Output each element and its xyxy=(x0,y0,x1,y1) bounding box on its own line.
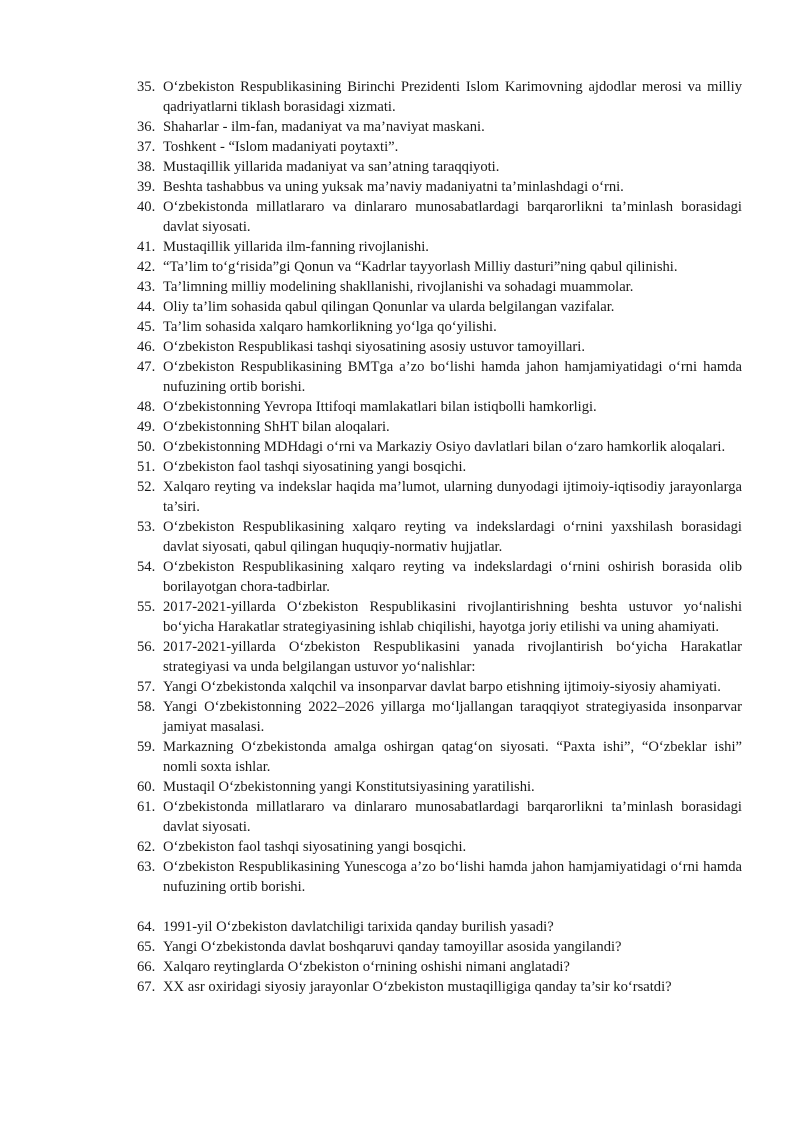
question-item xyxy=(137,977,742,997)
item-number: 64. xyxy=(137,919,156,935)
item-text: Ta’lim sohasida xalqaro hamkorlikning yo‘lga qo‘yilishi. xyxy=(163,319,497,335)
item-text: O‘zbekiston Respublikasi tashqi siyosatining asosiy ustuvor tamoyillari. xyxy=(163,339,585,355)
topic-list xyxy=(137,77,742,897)
item-text: O‘zbekiston Respublikasining xalqaro reyting va indekslardagi o‘rnini yaxshilash borasidagi davlat siyosati, qabul qilingan huquqiy-normativ hujjatlar. xyxy=(163,519,742,555)
item-number: 61. xyxy=(137,799,156,815)
item-text: O‘zbekistonning MDHdagi o‘rni va Markaziy Osiyo davlatlari bilan o‘zaro hamkorlik aloqalari. xyxy=(163,439,726,455)
topic-item xyxy=(137,277,742,297)
item-number: 57. xyxy=(137,679,156,695)
item-text: Xalqaro reyting va indekslar haqida ma’lumot, ularning dunyodagi ijtimoiy-iqtisodiy jarayonlarga ta’siri. xyxy=(163,479,742,515)
topic-item xyxy=(137,517,742,557)
item-text: 2017-2021-yillarda O‘zbekiston Respublikasini yanada rivojlantirish bo‘yicha Harakatlar strategiyasi va unda belgilangan ustuvor yo‘nalishlar: xyxy=(163,639,742,675)
item-number: 39. xyxy=(137,179,156,195)
item-text: XX asr oxiridagi siyosiy jarayonlar O‘zbekiston mustaqilligiga qanday ta’sir ko‘rsatdi? xyxy=(163,979,672,995)
item-text: Ta’limning milliy modelining shakllanishi, rivojlanishi va sohadagi muammolar. xyxy=(163,279,634,295)
item-text: O‘zbekiston Respublikasining xalqaro reyting va indekslardagi o‘rnini oshirish borasida olib borilayotgan chora-tadbirlar. xyxy=(163,559,742,595)
item-number: 67. xyxy=(137,979,156,995)
item-number: 48. xyxy=(137,399,156,415)
topic-item xyxy=(137,237,742,257)
question-item xyxy=(137,937,742,957)
item-number: 56. xyxy=(137,639,156,655)
item-text: Toshkent - “Islom madaniyati poytaxti”. xyxy=(163,139,399,155)
item-text: Oliy ta’lim sohasida qabul qilingan Qonunlar va ularda belgilangan vazifalar. xyxy=(163,299,615,315)
document-page xyxy=(137,77,742,997)
topic-item xyxy=(137,457,742,477)
topic-item xyxy=(137,557,742,597)
topic-item xyxy=(137,677,742,697)
item-text: Shaharlar - ilm-fan, madaniyat va ma’naviyat maskani. xyxy=(163,119,485,135)
question-item xyxy=(137,957,742,977)
topic-item xyxy=(137,177,742,197)
item-text: Mustaqillik yillarida madaniyat va san’atning taraqqiyoti. xyxy=(163,159,500,175)
item-text: Mustaqil O‘zbekistonning yangi Konstitutsiyasining yaratilishi. xyxy=(163,779,535,795)
question-list xyxy=(137,917,742,997)
topic-item xyxy=(137,437,742,457)
item-text: Beshta tashabbus va uning yuksak ma’naviy madaniyatni ta’minlashdagi o‘rni. xyxy=(163,179,624,195)
item-number: 35. xyxy=(137,79,156,95)
item-number: 59. xyxy=(137,739,156,755)
item-text: 2017-2021-yillarda O‘zbekiston Respublikasini rivojlantirishning beshta ustuvor yo‘nalishi bo‘yicha Harakatlar strategiyasining ishlab chiqilishi, hayotga joriy etilishi va uning ahamiyati. xyxy=(163,599,742,635)
question-item xyxy=(137,917,742,937)
item-number: 58. xyxy=(137,699,156,715)
item-number: 49. xyxy=(137,419,156,435)
topic-item xyxy=(137,857,742,897)
item-number: 62. xyxy=(137,839,156,855)
item-number: 46. xyxy=(137,339,156,355)
item-text: O‘zbekiston faol tashqi siyosatining yangi bosqichi. xyxy=(163,459,467,475)
item-number: 66. xyxy=(137,959,156,975)
topic-item xyxy=(137,297,742,317)
topic-item xyxy=(137,597,742,637)
item-number: 50. xyxy=(137,439,156,455)
item-number: 42. xyxy=(137,259,156,275)
item-text: Xalqaro reytinglarda O‘zbekiston o‘rnining oshishi nimani anglatadi? xyxy=(163,959,570,975)
item-text: O‘zbekistonning Yevropa Ittifoqi mamlakatlari bilan istiqbolli hamkorligi. xyxy=(163,399,597,415)
item-text: O‘zbekistonda millatlararo va dinlararo munosabatlardagi barqarorlikni ta’minlash borasidagi davlat siyosati. xyxy=(163,199,742,235)
item-number: 44. xyxy=(137,299,156,315)
section-gap xyxy=(137,897,742,917)
topic-item xyxy=(137,477,742,517)
item-text: O‘zbekiston Respublikasining Yunescoga a’zo bo‘lishi hamda jahon hamjamiyatidagi o‘rni hamda nufuzining ortib borishi. xyxy=(163,859,742,895)
item-number: 55. xyxy=(137,599,156,615)
item-number: 37. xyxy=(137,139,156,155)
item-number: 65. xyxy=(137,939,156,955)
item-number: 51. xyxy=(137,459,156,475)
item-text: O‘zbekiston Respublikasining BMTga a’zo bo‘lishi hamda jahon hamjamiyatidagi o‘rni hamda nufuzining ortib borishi. xyxy=(163,359,742,395)
item-text: 1991-yil O‘zbekiston davlatchiligi tarixida qanday burilish yasadi? xyxy=(163,919,554,935)
topic-item xyxy=(137,837,742,857)
item-number: 36. xyxy=(137,119,156,135)
item-text: O‘zbekistonning ShHT bilan aloqalari. xyxy=(163,419,390,435)
topic-item xyxy=(137,137,742,157)
item-number: 54. xyxy=(137,559,156,575)
topic-item xyxy=(137,257,742,277)
item-number: 60. xyxy=(137,779,156,795)
topic-item xyxy=(137,357,742,397)
topic-item xyxy=(137,737,742,777)
item-text: Yangi O‘zbekistonning 2022–2026 yillarga mo‘ljallangan taraqqiyot strategiyasida insonparvar jamiyat masalasi. xyxy=(163,699,742,735)
item-number: 53. xyxy=(137,519,156,535)
topic-item xyxy=(137,797,742,837)
topic-item xyxy=(137,777,742,797)
item-text: Mustaqillik yillarida ilm-fanning rivojlanishi. xyxy=(163,239,429,255)
item-number: 52. xyxy=(137,479,156,495)
item-text: Yangi O‘zbekistonda xalqchil va insonparvar davlat barpo etishning ijtimoiy-siyosiy ahamiyati. xyxy=(163,679,721,695)
topic-item xyxy=(137,197,742,237)
item-text: O‘zbekiston faol tashqi siyosatining yangi bosqichi. xyxy=(163,839,467,855)
item-number: 47. xyxy=(137,359,156,375)
item-text: O‘zbekiston Respublikasining Birinchi Prezidenti Islom Karimovning ajdodlar merosi va milliy qadriyatlarni tiklash borasidagi xizmati. xyxy=(163,79,742,115)
topic-item xyxy=(137,117,742,137)
topic-item xyxy=(137,417,742,437)
topic-item xyxy=(137,77,742,117)
topic-item xyxy=(137,397,742,417)
item-number: 38. xyxy=(137,159,156,175)
topic-item xyxy=(137,157,742,177)
item-text: O‘zbekistonda millatlararo va dinlararo munosabatlardagi barqarorlikni ta’minlash borasidagi davlat siyosati. xyxy=(163,799,742,835)
item-number: 43. xyxy=(137,279,156,295)
topic-item xyxy=(137,697,742,737)
item-number: 45. xyxy=(137,319,156,335)
topic-item xyxy=(137,337,742,357)
item-number: 40. xyxy=(137,199,156,215)
item-number: 63. xyxy=(137,859,156,875)
topic-item xyxy=(137,317,742,337)
topic-item xyxy=(137,637,742,677)
item-text: “Ta’lim to‘g‘risida”gi Qonun va “Kadrlar tayyorlash Milliy dasturi”ning qabul qilinishi. xyxy=(163,259,678,275)
item-text: Markazning O‘zbekistonda amalga oshirgan qatag‘on siyosati. “Paxta ishi”, “O‘zbeklar ishi” nomli soxta ishlar. xyxy=(163,739,742,775)
item-text: Yangi O‘zbekistonda davlat boshqaruvi qanday tamoyillar asosida yangilandi? xyxy=(163,939,622,955)
item-number: 41. xyxy=(137,239,156,255)
